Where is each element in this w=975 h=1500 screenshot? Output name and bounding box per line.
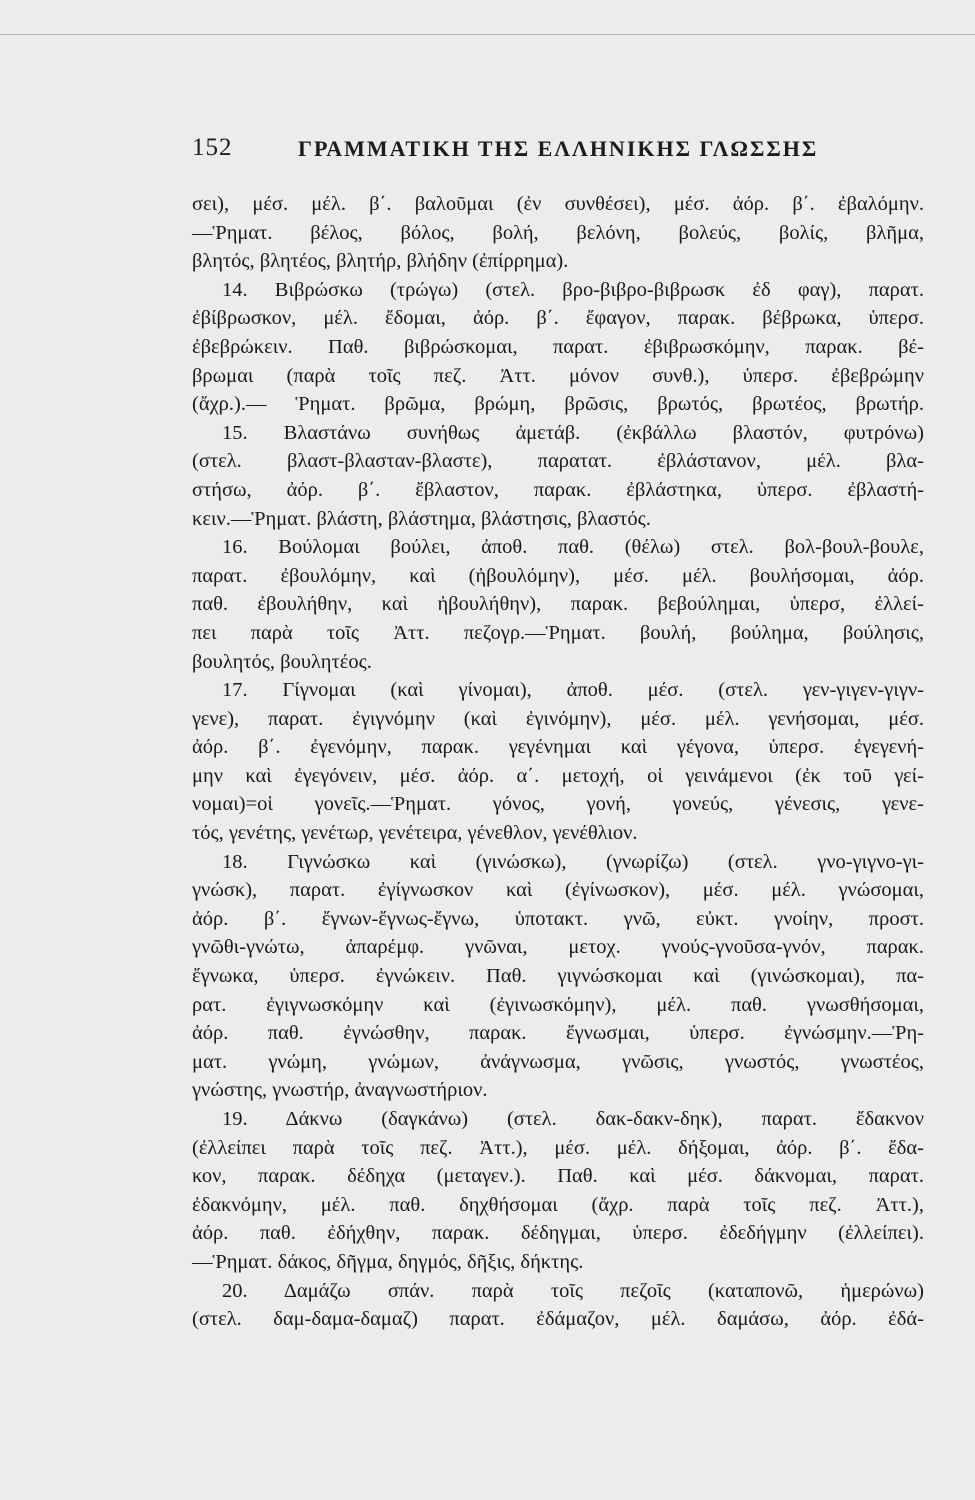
text-line: (στελ. βλαστ-βλασταν-βλαστε), παρατατ. ἐβλάστανον, μέλ. βλα-	[192, 450, 924, 473]
text-line: ρατ. ἐγιγνωσκόμην καὶ (ἐγινωσκόμην), μέλ. παθ. γνωσθήσομαι,	[192, 993, 924, 1016]
text-line: σει), μέσ. μέλ. β΄. βαλοῦμαι (ἐν συνθέσει), μέσ. ἀόρ. β΄. ἐβαλόμην.	[192, 193, 924, 215]
text-line: ἀόρ. β΄. ἔγνων-ἔγνως-ἔγνω, ὑποτακτ. γνῶ, εὐκτ. γνοίην, προστ.	[192, 907, 924, 930]
text-line: 18. Γιγνώσκω καὶ (γινώσκω), (γνωρίζω) (στελ. γνο-γιγνο-γι-	[222, 850, 924, 873]
text-line: γνώσκ), παρατ. ἐγίγνωσκον καὶ (ἐγίνωσκον), μέσ. μέλ. γνώσομαι,	[192, 879, 924, 902]
text-line: 19. Δάκνω (δαγκάνω) (στελ. δακ-δακν-δηκ), παρατ. ἔδακνον	[222, 1108, 924, 1130]
text-line: ἐβεβρώκειν. Παθ. βιβρώσκομαι, παρατ. ἐβιβρωσκόμην, παρακ. βέ-	[192, 335, 924, 358]
text-line: ἐβίβρωσκον, μέλ. ἔδομαι, ἀόρ. β΄. ἔφαγον, παρακ. βέβρωκα, ὑπερσ.	[192, 307, 924, 330]
text-line: γνώστης, γνωστήρ, ἀναγνωστήριον.	[192, 1079, 488, 1102]
text-line: —Ῥηματ. δάκος, δῆγμα, δηγμός, δῆξις, δήκτης.	[192, 1250, 584, 1273]
page-header	[192, 134, 832, 174]
text-line: ἔγνωκα, ὑπερσ. ἐγνώκειν. Παθ. γιγνώσκομαι καὶ (γινώσκομαι), πα-	[192, 965, 924, 988]
text-line: παθ. ἐβουλήθην, καὶ ἠβουλήθην), παρακ. βεβούλημαι, ὑπερσ, ἐλλεί-	[192, 593, 924, 616]
text-line: βρωμαι (παρὰ τοῖς πεζ. Ἀττ. μόνον συνθ.), ὑπερσ. ἐβεβρώμην	[192, 364, 924, 387]
text-line: —Ῥηματ. βέλος, βόλος, βολή, βελόνη, βολεύς, βολίς, βλῆμα,	[192, 221, 924, 244]
page-number: 152	[192, 134, 233, 161]
text-line: γενε), παρατ. ἐγιγνόμην (καὶ ἐγινόμην), μέσ. μέλ. γενήσομαι, μέσ.	[192, 707, 924, 730]
text-line: βουλητός, βουλητέος.	[192, 650, 372, 673]
text-line: τός, γενέτης, γενέτωρ, γενέτειρα, γένεθλον, γενέθλιον.	[192, 822, 638, 845]
text-line: ἀόρ. παθ. ἐγνώσθην, παρακ. ἔγνωσμαι, ὑπερσ. ἐγνώσμην.—Ῥη-	[192, 1022, 924, 1045]
text-line: ἐδακνόμην, μέλ. παθ. δηχθήσομαι (ἄχρ. παρὰ τοῖς πεζ. Ἀττ.),	[192, 1193, 924, 1216]
text-line: 20. Δαμάζω σπάν. παρὰ τοῖς πεζοῖς (καταπονῶ, ἡμερώνω)	[222, 1279, 924, 1302]
text-line: 15. Βλαστάνω συνήθως ἀμετάβ. (ἐκβάλλω βλαστόν, φυτρόνω)	[222, 421, 924, 444]
text-line: ματ. γνώμη, γνώμων, ἀνάγνωσμα, γνῶσις, γνωστός, γνωστέος,	[192, 1050, 924, 1073]
text-line: (ἐλλείπει παρὰ τοῖς πεζ. Ἀττ.), μέσ. μέλ. δήξομαι, ἀόρ. β΄. ἔδα-	[192, 1136, 924, 1159]
text-line: ἀόρ. παθ. ἐδήχθην, παρακ. δέδηγμαι, ὑπερσ. ἐδεδήγμην (ἐλλείπει).	[192, 1222, 924, 1245]
text-line: νομαι)=οἱ γονεῖς.—Ῥηματ. γόνος, γονή, γονεύς, γένεσις, γενε-	[192, 793, 924, 816]
page-top-edge	[0, 34, 975, 35]
text-line: 16. Βούλομαι βούλει, ἀποθ. παθ. (θέλω) στελ. βολ-βουλ-βουλε,	[222, 536, 924, 559]
text-line: γνῶθι-γνώτω, ἀπαρέμφ. γνῶναι, μετοχ. γνούς-γνοῦσα-γνόν, παρακ.	[192, 936, 924, 959]
text-line: 17. Γίγνομαι (καὶ γίνομαι), ἀποθ. μέσ. (στελ. γεν-γιγεν-γιγν-	[222, 679, 924, 702]
text-line: ἀόρ. β΄. ἐγενόμην, παρακ. γεγένημαι καὶ γέγονα, ὑπερσ. ἐγεγενή-	[192, 736, 924, 759]
text-line: στήσω, ἀόρ. β΄. ἔβλαστον, παρακ. ἐβλάστηκα, ὑπερσ. ἐβλαστή-	[192, 478, 924, 501]
text-line: κειν.—Ῥηματ. βλάστη, βλάστημα, βλάστησις, βλαστός.	[192, 507, 651, 530]
text-line: βλητός, βλητέος, βλητήρ, βλήδην (ἐπίρρημα).	[192, 250, 569, 273]
running-title: ΓΡΑΜΜΑΤΙΚΗ ΤΗΣ ΕΛΛΗΝΙΚΗΣ ΓΛΩΣΣΗΣ	[298, 136, 819, 161]
text-line: πει παρὰ τοῖς Ἀττ. πεζογρ.—Ῥηματ. βουλή, βούλημα, βούλησις,	[192, 621, 924, 644]
body-text	[192, 190, 924, 1334]
text-line: (ἄχρ.).— Ῥηματ. βρῶμα, βρώμη, βρῶσις, βρωτός, βρωτέος, βρωτήρ.	[192, 393, 924, 416]
text-line: κον, παρακ. δέδηχα (μεταγεν.). Παθ. καὶ μέσ. δάκνομαι, παρατ.	[192, 1165, 924, 1188]
text-line: (στελ. δαμ-δαμα-δαμαζ) παρατ. ἐδάμαζον, μέλ. δαμάσω, ἀόρ. ἐδά-	[192, 1308, 924, 1331]
text-line: 14. Βιβρώσκω (τρώγω) (στελ. βρο-βιβρο-βιβρωσκ ἐδ φαγ), παρατ.	[222, 278, 924, 301]
text-line: παρατ. ἐβουλόμην, καὶ (ἠβουλόμην), μέσ. μέλ. βουλήσομαι, ἀόρ.	[192, 564, 924, 587]
text-line: μην καὶ ἐγεγόνειν, μέσ. ἀόρ. α΄. μετοχή, οἱ γεινάμενοι (ἐκ τοῦ γεί-	[192, 764, 924, 787]
